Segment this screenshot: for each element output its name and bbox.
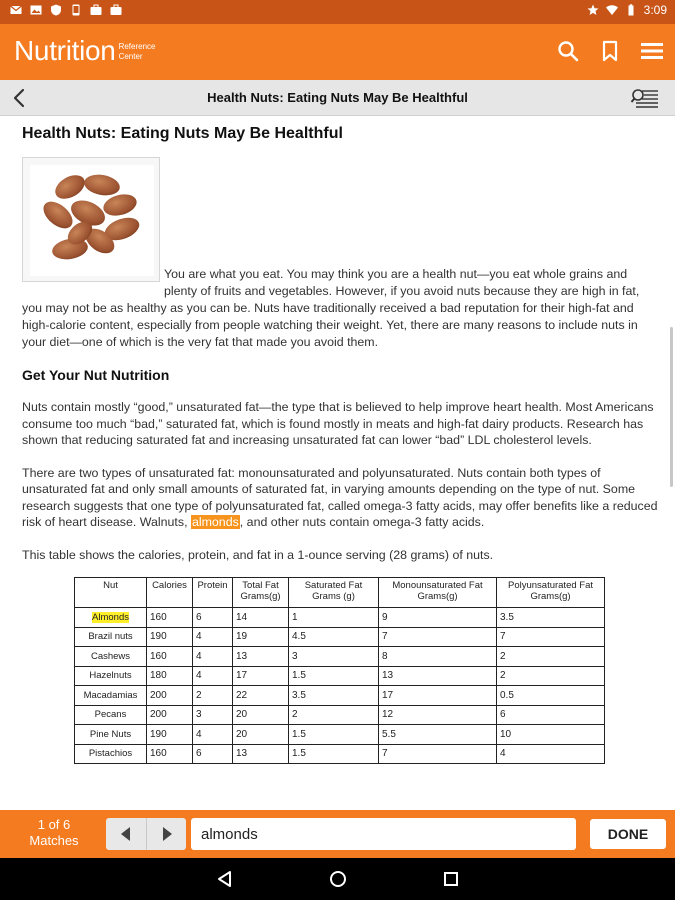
- nut-name-cell: Pecans: [75, 705, 147, 725]
- table-cell: 4: [193, 647, 233, 667]
- match-count: [12, 817, 96, 849]
- table-row: [75, 627, 605, 647]
- match-count-label: Matches: [29, 833, 79, 848]
- table-cell: 6: [497, 705, 605, 725]
- system-back-button[interactable]: [215, 869, 235, 889]
- table-cell: 12: [379, 705, 497, 725]
- table-cell: 1: [289, 608, 379, 628]
- table-cell: 7: [497, 627, 605, 647]
- nut-name-cell: [75, 608, 147, 628]
- table-cell: 1.5: [289, 744, 379, 764]
- table-cell: 180: [147, 666, 193, 686]
- table-cell: 7: [379, 627, 497, 647]
- menu-button[interactable]: [639, 38, 665, 64]
- table-cell: 3: [193, 705, 233, 725]
- table-cell: 17: [379, 686, 497, 706]
- table-cell: 190: [147, 627, 193, 647]
- nut-name-cell: Cashews: [75, 647, 147, 667]
- find-input[interactable]: [191, 818, 576, 850]
- app-logo: [14, 35, 155, 67]
- table-cell: 17: [233, 666, 289, 686]
- table-cell: 160: [147, 608, 193, 628]
- paragraph-fats: Nuts contain mostly “good,” unsaturated fat—the type that is believed to help improve heart health. Most Americans consume too much “bad,” saturated fat, which is found mostly in meats and high-fat dairy products. Research has shown that reducing saturated fat and increasing unsaturated fat can lower “bad” LDL cholesterol levels.: [22, 400, 654, 447]
- nut-name-cell: Pistachios: [75, 744, 147, 764]
- table-cell: 2: [193, 686, 233, 706]
- briefcase-icon: [90, 4, 102, 16]
- table-cell: 7: [379, 744, 497, 764]
- table-cell: 20: [233, 705, 289, 725]
- bookmark-icon: [601, 40, 619, 62]
- nut-nutrition-table: [74, 577, 605, 764]
- table-cell: 10: [497, 725, 605, 745]
- table-cell: 1.5: [289, 725, 379, 745]
- nut-name-cell: Hazelnuts: [75, 666, 147, 686]
- table-cell: 13: [233, 647, 289, 667]
- paragraph-unsaturated: [22, 465, 661, 531]
- match-count-value: 1 of 6: [37, 817, 71, 832]
- column-header: Monounsaturated Fat Grams(g): [379, 578, 497, 608]
- system-navigation-bar: [0, 858, 675, 900]
- table-cell: 160: [147, 647, 193, 667]
- phone-icon: [70, 4, 82, 16]
- star-icon: [587, 4, 599, 16]
- table-cell: 2: [497, 666, 605, 686]
- find-in-page-icon: [631, 86, 659, 110]
- table-cell: 160: [147, 744, 193, 764]
- intro-paragraph: You are what you eat. You may think you are a health nut—you eat whole grains and plenty of fruits and vegetables. However, if you avoid nuts because they are high in fat, you may not be as healthy as you can be. Nuts have traditionally received a bad reputation for their high-fat and high-calorie content, especially from people watching their weight. Yet, there are many reasons to include nuts in your diet—one of which is the very fat that made you avoid them.: [22, 267, 640, 349]
- table-cell: 5.5: [379, 725, 497, 745]
- table-cell: 200: [147, 705, 193, 725]
- battery-icon: [625, 4, 637, 16]
- arrow-right-icon: [159, 826, 175, 842]
- table-cell: 3: [289, 647, 379, 667]
- bookmark-button[interactable]: [597, 38, 623, 64]
- text-span: There are two types of unsaturated fat: monounsaturated and polyunsaturated. Nuts contain both types of unsaturated fat and only small amounts of saturated fat, in varying amounts depending on the type of nut. Some research suggests that one type of polyunsaturated fat, called omega-3 fatty acids, may offer benefits like a reduced risk of heart disease. Walnuts,: [22, 465, 658, 529]
- status-bar: [0, 0, 675, 24]
- column-header: Polyunsaturated Fat Grams(g): [497, 578, 605, 608]
- image-icon: [30, 4, 42, 16]
- table-row: [75, 666, 605, 686]
- table-cell: 13: [379, 666, 497, 686]
- mail-icon: [10, 4, 22, 16]
- search-match-highlight: Almonds: [92, 611, 129, 623]
- app-bar: [0, 24, 675, 80]
- column-header: Calories: [147, 578, 193, 608]
- table-cell: 4: [497, 744, 605, 764]
- find-bar: [0, 810, 675, 858]
- system-home-button[interactable]: [328, 869, 348, 889]
- search-button[interactable]: [555, 38, 581, 64]
- table-cell: 8: [379, 647, 497, 667]
- scrollbar[interactable]: [670, 327, 673, 487]
- find-in-page-button[interactable]: [631, 86, 659, 110]
- previous-match-button[interactable]: [106, 818, 146, 850]
- table-row: [75, 744, 605, 764]
- brand-name: Nutrition: [14, 35, 116, 66]
- nut-name-cell: Pine Nuts: [75, 725, 147, 745]
- column-header: Protein: [193, 578, 233, 608]
- table-cell: 190: [147, 725, 193, 745]
- table-cell: 4: [193, 627, 233, 647]
- page-title: Health Nuts: Eating Nuts May Be Healthful: [207, 90, 468, 105]
- circle-home-icon: [328, 869, 348, 889]
- almonds-photo: [22, 157, 160, 282]
- square-recents-icon: [441, 869, 461, 889]
- briefcase-icon: [110, 4, 122, 16]
- table-cell: 3.5: [497, 608, 605, 628]
- wifi-icon: [606, 4, 618, 16]
- table-cell: 14: [233, 608, 289, 628]
- sub-header: [0, 80, 675, 116]
- table-row: [75, 705, 605, 725]
- article-content[interactable]: [0, 117, 675, 809]
- almonds-image-icon: [30, 165, 154, 276]
- menu-icon: [640, 41, 664, 61]
- table-cell: 2: [289, 705, 379, 725]
- table-cell: 4: [193, 666, 233, 686]
- brand-subtitle: Reference Center: [118, 42, 156, 61]
- table-cell: 6: [193, 608, 233, 628]
- clock: 3:09: [643, 3, 667, 17]
- table-cell: 22: [233, 686, 289, 706]
- article-title: Health Nuts: Eating Nuts May Be Healthful: [22, 125, 343, 142]
- table-cell: 2: [497, 647, 605, 667]
- shield-icon: [50, 4, 62, 16]
- search-icon: [557, 40, 579, 62]
- table-cell: 3.5: [289, 686, 379, 706]
- column-header: Total Fat Grams(g): [233, 578, 289, 608]
- table-cell: 0.5: [497, 686, 605, 706]
- table-cell: 9: [379, 608, 497, 628]
- column-header: Nut: [75, 578, 147, 608]
- next-match-button[interactable]: [146, 818, 186, 850]
- arrow-left-icon: [118, 826, 134, 842]
- table-row: [75, 725, 605, 745]
- section-heading: Get Your Nut Nutrition: [22, 367, 170, 383]
- nut-name-cell: Macadamias: [75, 686, 147, 706]
- app-actions: [555, 38, 665, 64]
- text-span: , and other nuts contain omega-3 fatty acids.: [239, 515, 485, 529]
- done-button[interactable]: DONE: [590, 819, 666, 849]
- system-recents-button[interactable]: [441, 869, 461, 889]
- table-cell: 13: [233, 744, 289, 764]
- article-intro: [22, 157, 661, 351]
- table-header-row: [75, 578, 605, 608]
- table-cell: 4.5: [289, 627, 379, 647]
- column-header: Saturated Fat Grams (g): [289, 578, 379, 608]
- table-row: [75, 608, 605, 628]
- table-cell: 19: [233, 627, 289, 647]
- paragraph-table-intro: This table shows the calories, protein, and fat in a 1-ounce serving (28 grams) of nuts.: [22, 547, 494, 562]
- table-cell: 20: [233, 725, 289, 745]
- search-match-highlight: almonds: [191, 515, 239, 529]
- match-navigation: [106, 818, 186, 850]
- table-row: [75, 647, 605, 667]
- table-cell: 4: [193, 725, 233, 745]
- table-row: [75, 686, 605, 706]
- table-cell: 200: [147, 686, 193, 706]
- system-status: [587, 3, 667, 17]
- nut-name-cell: Brazil nuts: [75, 627, 147, 647]
- triangle-back-icon: [215, 869, 235, 889]
- table-cell: 6: [193, 744, 233, 764]
- table-cell: 1.5: [289, 666, 379, 686]
- notification-icons: [10, 4, 122, 16]
